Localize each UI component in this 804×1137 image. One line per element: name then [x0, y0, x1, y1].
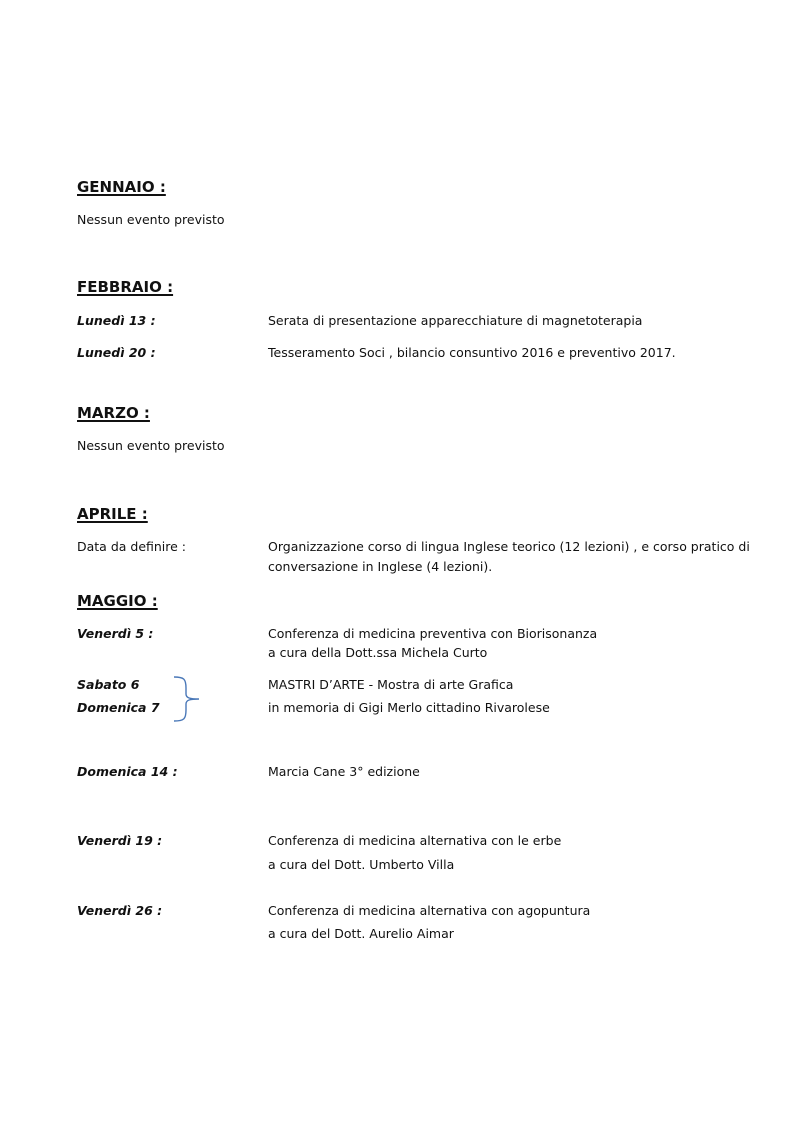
event-description: a cura del Dott. Aurelio Aimar — [268, 926, 454, 941]
note-marzo: Nessun evento previsto — [77, 438, 225, 453]
event-description: a cura del Dott. Umberto Villa — [268, 857, 455, 872]
event-description: Conferenza di medicina alternativa con le erbe — [268, 833, 562, 848]
event-date: Venerdì 5 : — [77, 626, 154, 641]
event-date: Venerdì 26 : — [77, 903, 163, 918]
event-description: MASTRI D’ARTE - Mostra di arte Grafica — [268, 677, 514, 692]
heading-gennaio: GENNAIO : — [77, 178, 166, 196]
event-date: Domenica 14 : — [77, 764, 178, 779]
event-date: Venerdì 19 : — [77, 833, 163, 848]
event-description: Serata di presentazione apparecchiature di magnetoterapia — [268, 313, 643, 328]
event-description: a cura della Dott.ssa Michela Curto — [268, 645, 488, 660]
event-description: Organizzazione corso di lingua Inglese teorico (12 lezioni) , e corso pratico di — [268, 539, 750, 554]
event-description: Conferenza di medicina preventiva con Biorisonanza — [268, 626, 598, 641]
event-date: Data da definire : — [77, 539, 187, 554]
event-date: Lunedì 20 : — [77, 345, 156, 360]
heading-marzo: MARZO : — [77, 404, 150, 422]
event-description: Tesseramento Soci , bilancio consuntivo 2016 e preventivo 2017. — [268, 345, 676, 360]
event-description: conversazione in Inglese (4 lezioni). — [268, 559, 493, 574]
heading-aprile: APRILE : — [77, 505, 148, 523]
event-description: in memoria di Gigi Merlo cittadino Rivarolese — [268, 700, 550, 715]
curly-bracket-icon — [172, 676, 202, 722]
event-date: Lunedì 13 : — [77, 313, 156, 328]
event-description: Conferenza di medicina alternativa con agopuntura — [268, 903, 591, 918]
heading-maggio: MAGGIO : — [77, 592, 158, 610]
note-gennaio: Nessun evento previsto — [77, 212, 225, 227]
event-date: Domenica 7 — [77, 700, 160, 715]
heading-febbraio: FEBBRAIO : — [77, 278, 174, 296]
event-description: Marcia Cane 3° edizione — [268, 764, 420, 779]
event-date: Sabato 6 — [77, 677, 140, 692]
